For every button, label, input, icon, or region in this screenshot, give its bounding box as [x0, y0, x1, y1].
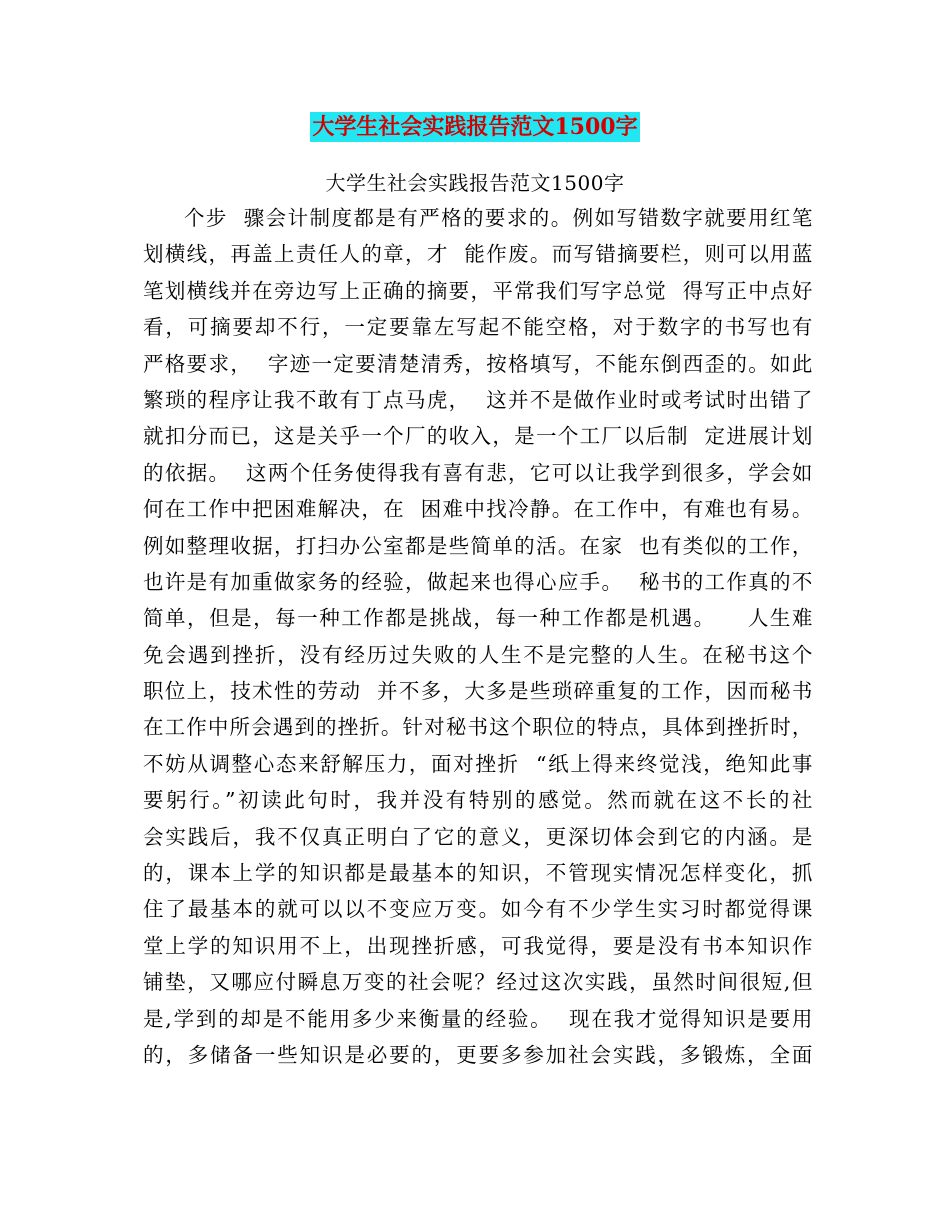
body-line: 的依据。 这两个任务使得我有喜有悲，它可以让我学到很多，学会如 — [143, 460, 813, 485]
body-line: 看，可摘要却不行，一定要靠左写起不能空格，对于数字的书写也有 — [143, 315, 813, 340]
body-line: 个步 骤会计制度都是有严格的要求的。例如写错数字就要用红笔 — [184, 206, 813, 230]
body-line: 要躬行。”初读此句时，我并没有特别的感觉。然而就在这不长的社 — [143, 788, 813, 813]
body-line: 何在工作中把困难解决，在 困难中找冷静。在工作中，有难也有易。 — [143, 497, 813, 522]
body-line: 会实践后，我不仅真正明白了它的意义，更深切体会到它的内涵。是 — [143, 824, 813, 849]
body-line: 住了最基本的就可以以不变应万变。如今有不少学生实习时都觉得课 — [143, 897, 813, 922]
body-line: 的，多储备一些知识是必要的，更要多参加社会实践，多锻炼，全面 — [143, 1042, 813, 1067]
body-line: 职位上，技术性的劳动 并不多，大多是些琐碎重复的工作，因而秘书 — [143, 679, 813, 704]
body-line: 免会遇到挫折，没有经历过失败的人生不是完整的人生。在秘书这个 — [143, 642, 813, 667]
body-line: 铺垫，又哪应付瞬息万变的社会呢？经过这次实践，虽然时间很短,但 — [143, 970, 813, 995]
body-line: 简单，但是，每一种工作都是挑战，每一种工作都是机遇。 人生难 — [143, 606, 813, 631]
body-line: 例如整理收据，打扫办公室都是些简单的活。在家 也有类似的工作， — [143, 533, 813, 558]
body-line: 堂上学的知识用不上，出现挫折感，可我觉得，要是没有书本知识作 — [143, 933, 813, 958]
body-text — [143, 200, 813, 1073]
document-subtitle: 大学生社会实践报告范文1500字 — [325, 171, 625, 195]
body-line: 不妨从调整心态来舒解压力，面对挫折 “纸上得来终觉浅，绝知此事 — [143, 751, 813, 776]
title-container — [0, 112, 950, 142]
body-line: 是,学到的却是不能用多少来衡量的经验。 现在我才觉得知识是要用 — [143, 1006, 813, 1031]
body-line: 也许是有加重做家务的经验，做起来也得心应手。 秘书的工作真的不 — [143, 569, 813, 594]
body-line: 就扣分而已，这是关乎一个厂的收入，是一个工厂以后制 定进展计划 — [143, 424, 813, 449]
body-line: 划横线，再盖上责任人的章，才 能作废。而写错摘要栏，则可以用蓝 — [143, 242, 813, 267]
body-line: 笔划横线并在旁边写上正确的摘要，平常我们写字总觉 得写正中点好 — [143, 278, 813, 303]
body-line: 繁琐的程序让我不敢有丁点马虎， 这并不是做作业时或考试时出错了 — [143, 387, 813, 412]
body-line: 的，课本上学的知识都是最基本的知识，不管现实情况怎样变化，抓 — [143, 861, 813, 886]
body-line: 在工作中所会遇到的挫折。针对秘书这个职位的特点，具体到挫折时， — [143, 715, 813, 740]
body-line: 严格要求， 字迹一定要清楚清秀，按格填写，不能东倒西歪的。如此 — [143, 351, 813, 376]
document-title: 大学生社会实践报告范文1500字 — [312, 114, 638, 140]
